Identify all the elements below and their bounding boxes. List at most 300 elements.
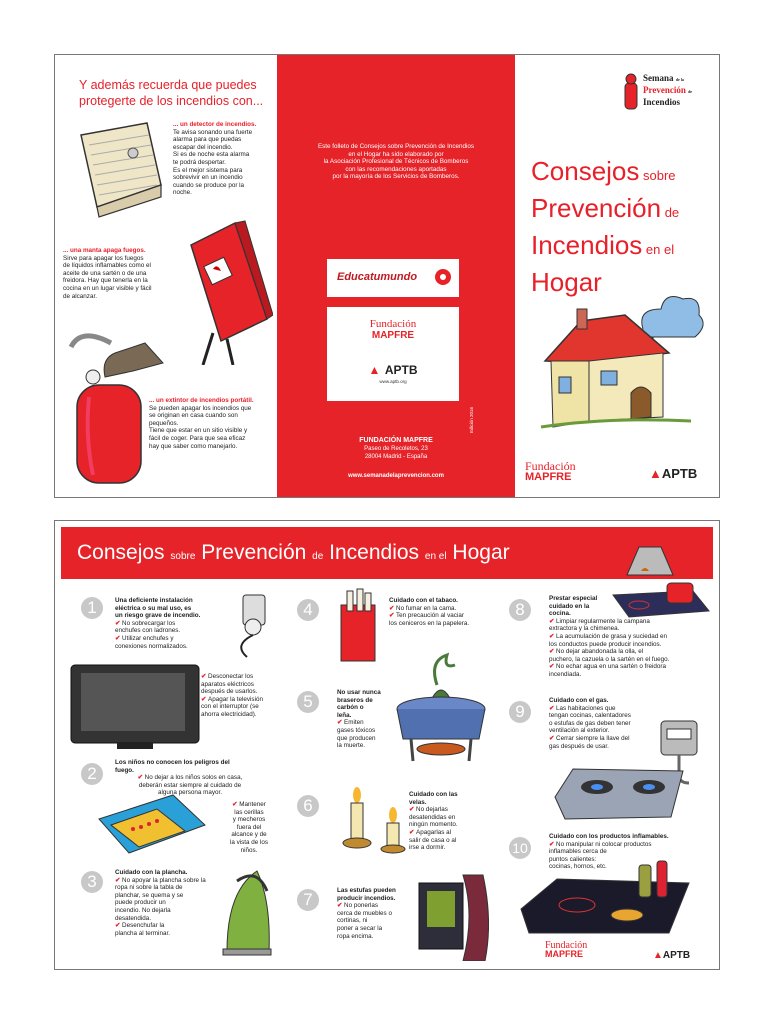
tip8-text: incendiada. <box>549 670 582 678</box>
tip7-line <box>337 933 417 941</box>
tip10-text: No manipular ni colocar productos <box>556 840 652 848</box>
detector-text: escapar del incendio. <box>173 143 233 151</box>
tip8-text: No dejar abandonada la olla, el <box>556 648 644 656</box>
gas-stove-illustration <box>549 761 689 825</box>
tip5-title-line <box>337 689 397 697</box>
extinguisher-block <box>149 397 275 450</box>
tip10-line <box>549 841 709 849</box>
tip2-text: alguna persona mayor. <box>157 789 223 797</box>
detector-text <box>173 129 269 197</box>
header-word-consejos: Consejos <box>77 541 165 564</box>
tip1-bullet-text: No sobrecargar los <box>122 619 176 627</box>
extinguisher-line <box>149 427 275 435</box>
check-icon: ✔ <box>549 840 557 848</box>
tip3-block <box>115 869 225 937</box>
tip1-bullet-line <box>115 620 227 628</box>
tip5-title <box>337 689 397 719</box>
aptb-logo-inside <box>653 945 690 963</box>
fundacion-word-cover: Fundación <box>525 459 576 473</box>
tip1-block <box>115 597 227 650</box>
detector-line <box>173 144 269 152</box>
tip7-text: cortinas, ni <box>337 917 368 925</box>
tip5-line <box>337 727 397 735</box>
cover-title-line <box>531 229 711 266</box>
tip1-bullet2-line <box>201 696 285 704</box>
aptb-url: www.aptb.org <box>379 379 407 384</box>
iron-illustration <box>213 861 277 957</box>
extinguisher-line <box>149 420 275 428</box>
flame-icon: ▲ <box>649 466 662 481</box>
check-icon: ✔ <box>549 632 557 640</box>
tip7-line <box>337 902 417 910</box>
tip1-bullet-text: enchufes con ladrones. <box>115 627 181 635</box>
tip1-bullet2-line <box>201 673 285 681</box>
tip8-text: La acumulación de grasa y suciedad en <box>556 632 667 640</box>
tip7-text <box>337 902 417 940</box>
tip9-text: Cerrar siempre la llave del <box>556 734 630 742</box>
intro-line <box>289 173 503 181</box>
tip1-bullet-text: Utilizar enchufes y <box>122 634 174 642</box>
detector-line <box>173 189 269 197</box>
tip8-line <box>549 633 713 641</box>
org-name: FUNDACIÓN MAPFRE <box>359 437 433 444</box>
address-line1: Paseo de Recoletos, 23 <box>364 446 428 452</box>
educa-logo: Educatumundo <box>337 271 418 283</box>
semana-word: Semana <box>643 73 674 83</box>
tip3-text: Desenchufar la <box>122 922 165 930</box>
stove-pot-illustration <box>609 577 713 621</box>
incendios-word: Incendios <box>643 97 681 107</box>
tip4-block <box>389 597 509 627</box>
header-word-hogar: Hogar <box>452 541 510 564</box>
tip2b-text: niños. <box>240 846 258 854</box>
tip2-title-text: fuego. <box>115 766 134 774</box>
check-icon: ✔ <box>115 922 123 930</box>
tip6-line <box>409 806 475 814</box>
tip8-line <box>549 641 713 649</box>
tip10-title: Cuidado con los productos inflamables. <box>549 833 669 840</box>
tip4-title: Cuidado con el tabaco. <box>389 597 458 604</box>
extinguisher-line <box>149 443 275 451</box>
check-icon: ✔ <box>389 604 397 612</box>
tip6-text: salir de casa o al <box>409 836 457 844</box>
tip6-block <box>409 791 475 852</box>
sponsors-box <box>327 307 459 401</box>
tip3-text: incendio. No dejarla <box>115 906 171 914</box>
blanket-line <box>63 262 187 270</box>
tip-number-2: 2 <box>81 763 103 785</box>
check-icon: ✔ <box>389 612 397 620</box>
cover-title-line <box>531 192 711 229</box>
tip2b-text: fuera del <box>236 823 262 831</box>
intro-text: Este folleto de Consejos sobre Prevención de Incendios <box>317 143 475 150</box>
matchbox-illustration <box>93 789 211 859</box>
tip2-text2 <box>215 801 283 854</box>
extinguisher-title: ... un extintor de incendios portátil. <box>149 397 254 404</box>
edition-note <box>469 373 479 443</box>
check-icon: ✔ <box>549 663 557 671</box>
tip2-title <box>115 759 265 774</box>
tip5-line <box>337 735 397 743</box>
tip7-line <box>337 925 417 933</box>
tip5-block <box>337 689 397 750</box>
tip-number-3: 3 <box>81 871 103 893</box>
check-icon: ✔ <box>337 902 345 910</box>
aptb-logo-cover <box>649 465 697 483</box>
tip3-line <box>115 930 225 938</box>
flame-icon: ▲ <box>653 950 663 961</box>
extinguisher-line <box>149 435 275 443</box>
intro-text: con las recomendaciones aportadas <box>345 165 447 173</box>
aptb-word-inside: APTB <box>662 950 691 961</box>
tip7-line <box>337 910 417 918</box>
tip6-title-text: Cuidado con las <box>409 791 458 798</box>
house-illustration <box>531 281 707 441</box>
tip5-text: la muerte. <box>337 742 365 750</box>
check-icon: ✔ <box>549 734 557 742</box>
tip-number-6: 6 <box>297 795 319 817</box>
tip5-title-line <box>337 697 397 705</box>
aptb-logo-middle <box>327 361 459 384</box>
fire-blanket-illustration <box>173 215 273 365</box>
tip5-title-text: leña. <box>337 711 352 719</box>
tip5-text: gases tóxicos <box>337 726 376 734</box>
tip9-line <box>549 705 661 713</box>
tip3-title: Cuidado con la plancha. <box>115 869 188 876</box>
tip-number-7: 7 <box>297 889 319 911</box>
tip8-text: extractora y la chimenea. <box>549 625 620 633</box>
detector-text: noche. <box>173 189 192 197</box>
extinguisher-text: Tiene que estar en un sitio visible y <box>149 427 248 435</box>
tip6-line <box>409 829 475 837</box>
tip3-text: ropa ni sobre la tabla de <box>115 884 183 892</box>
header-word-sobre: sobre <box>170 551 196 562</box>
cover-title-connector: de <box>661 205 680 220</box>
tip8-title-text: Prestar especial <box>549 595 598 602</box>
tip1-bullet2-text: Apagar la televisión <box>208 695 263 703</box>
org-address <box>277 437 515 479</box>
tip5-text: que producen <box>337 734 376 742</box>
tip3-line <box>115 899 225 907</box>
tip-number-4: 4 <box>297 599 319 621</box>
tip1-title-text: eléctrica o su mal uso, es <box>115 604 192 612</box>
mapfre-word: MAPFRE <box>371 330 415 341</box>
tip2b-text: alcance y de <box>231 831 267 839</box>
tip8-line <box>549 671 713 679</box>
tip6-line <box>409 814 475 822</box>
tip1-bullet2-line <box>201 681 285 689</box>
tip6-line <box>409 844 475 852</box>
detector-text: cuando se produce por la <box>173 181 245 189</box>
extinguisher-text: Se pueden apagar los incendios que <box>149 404 252 412</box>
tip1-title-text: un riesgo grave de incendio. <box>115 612 201 620</box>
educa-logo-box <box>327 259 459 297</box>
intro-line <box>289 158 503 166</box>
tip-number-5: 5 <box>297 691 319 713</box>
middle-red-panel <box>277 55 515 497</box>
tip8-text: No echar agua en una sartén o freidora <box>556 663 666 671</box>
header-word-de: de <box>312 551 324 562</box>
detector-text: te podrá despertar. <box>173 158 226 166</box>
fundacion-word: Fundación <box>369 318 417 330</box>
tip9-text: tengan cocinas, calentadores <box>549 712 631 720</box>
tip1-bullet2-text: Desconectar los <box>208 673 254 680</box>
blanket-block <box>63 247 187 300</box>
tip9-block <box>549 697 661 750</box>
tip4-line <box>389 605 509 613</box>
tip-number-8: 8 <box>509 599 531 621</box>
tip7-text: cerca de muebles o <box>337 909 392 917</box>
blanket-text <box>63 255 187 301</box>
extinguisher-mascot-icon <box>621 71 641 111</box>
tip5-title-line <box>337 704 397 712</box>
tip8-line <box>549 648 713 656</box>
tip9-text: gas después de usar. <box>549 742 609 750</box>
cover-title-line <box>531 155 711 192</box>
left-heading-line2: protegerte de los incendios con... <box>79 94 264 108</box>
tip9-text: o estufas de gas deben tener <box>549 719 631 727</box>
detector-line <box>173 151 269 159</box>
check-icon: ✔ <box>337 719 345 727</box>
tip3-text: planchar, se quema y se <box>115 891 184 899</box>
detector-text: alarma para que puedas <box>173 136 242 144</box>
tip8-text <box>549 618 713 679</box>
extinguisher-line <box>149 405 275 413</box>
tip1-title-line <box>115 605 227 613</box>
blanket-text: de líquidos inflamables como el <box>63 262 151 270</box>
check-icon: ✔ <box>115 876 123 884</box>
detector-line <box>173 174 269 182</box>
tip-number-9: 9 <box>509 701 531 723</box>
blanket-text: aceite de una sartén o de una <box>63 269 147 277</box>
tip3-line <box>115 915 225 923</box>
fundacion-logo-cover <box>525 461 576 483</box>
blanket-line <box>63 255 187 263</box>
tip1-bullet-text: conexiones normalizados. <box>115 642 188 650</box>
tip5-line <box>337 719 397 727</box>
header-word-incendios: Incendios <box>329 541 420 564</box>
tip3-text: No apoyar la plancha sobre la <box>122 876 206 884</box>
detector-block <box>173 121 269 197</box>
tip5-text: Emiten <box>344 719 364 727</box>
tip9-line <box>549 727 661 735</box>
tip3-line <box>115 922 225 930</box>
check-icon: ✔ <box>549 648 557 656</box>
extinguisher-text: fácil de coger. Para que sea eficaz <box>149 434 246 442</box>
tip1-bullets <box>115 620 227 650</box>
tip9-text: Las habitaciones que <box>556 704 616 712</box>
detector-line <box>173 136 269 144</box>
aptb-word-cover: APTB <box>661 466 698 481</box>
intro-text: en el Hogar ha sido elaborado por <box>348 150 444 158</box>
tip9-line <box>549 712 661 720</box>
tip5-title-text: braseros de <box>337 696 373 704</box>
tip2b-line <box>215 831 283 839</box>
tip4-text <box>389 605 509 628</box>
header-word-en-el: en el <box>424 551 447 562</box>
tip2-title-text: Los niños no conocen los peligros del <box>115 759 230 766</box>
tip5-title-text: No usar nunca <box>337 689 381 696</box>
intro-line <box>289 143 503 151</box>
tip7-line <box>337 917 417 925</box>
cigarette-pack-illustration <box>333 585 389 665</box>
tip7-text: ropa encima. <box>337 932 374 940</box>
tip3-text: desatendida. <box>115 914 152 922</box>
tip1-bullet2-text: aparatos eléctricos <box>201 680 254 688</box>
tip8-title-text: cocina. <box>549 610 571 618</box>
detector-text: sobrevivir en un incendio <box>173 174 243 182</box>
cover-title-word: Prevención <box>531 193 662 223</box>
left-heading <box>79 77 279 109</box>
plug-illustration <box>223 589 279 659</box>
tip7-title-line <box>337 887 417 895</box>
tip8-line <box>549 625 713 633</box>
blanket-text: cocina en un lugar visible y fácil <box>63 284 152 292</box>
tip7-title-text: Las estufas pueden <box>337 887 396 894</box>
tip2b-text: la vista de los <box>229 838 269 846</box>
tip4-text: Ten precaución al vaciar <box>396 612 464 620</box>
blanket-line <box>63 285 187 293</box>
cover-title-connector: en el <box>642 242 675 257</box>
check-icon: ✔ <box>549 617 557 625</box>
tip7-title-line <box>337 895 417 903</box>
header-word-prevencion: Prevención <box>201 541 307 564</box>
inside-header <box>61 527 713 579</box>
tip10-line <box>549 848 709 856</box>
tip6-text: irse a dormir. <box>409 844 446 852</box>
tip10-text: cocinas, hornos, etc. <box>549 863 607 871</box>
website-link[interactable]: www.semanadelaprevencion.com <box>348 473 444 479</box>
tip2b-line <box>215 816 283 824</box>
tip7-title-text: producir incendios. <box>337 894 396 902</box>
tip1-title <box>115 597 227 620</box>
detector-line <box>173 182 269 190</box>
tip9-title: Cuidado con el gas. <box>549 697 609 704</box>
tip1-bullet-line <box>115 635 227 643</box>
tip6-title-line <box>409 791 475 799</box>
intro-line <box>289 151 503 159</box>
tip10-text: inflamables cerca de <box>549 848 607 856</box>
check-icon: ✔ <box>201 695 209 703</box>
aptb-word: APTB <box>384 363 418 377</box>
ceramic-hob-illustration <box>517 857 693 937</box>
tip2-title-line <box>115 759 265 767</box>
fundacion-logo-middle <box>327 319 459 341</box>
extinguisher-line <box>149 412 275 420</box>
tip2b-line <box>215 824 283 832</box>
tip10-text: puntos calientes: <box>549 855 597 863</box>
prevencion-word: Prevención <box>643 85 686 95</box>
smoke-detector-illustration <box>69 115 165 219</box>
tip3-line <box>115 892 225 900</box>
tip2-text: No dejar a los niños solos en casa, <box>144 774 243 782</box>
tip9-line <box>549 720 661 728</box>
detector-text: Te avisa sonando una fuerte <box>173 128 253 136</box>
tip1-bullet2-line <box>201 703 285 711</box>
extinguisher-text: se originan en casa cuando son <box>149 412 238 420</box>
detector-line <box>173 167 269 175</box>
tip1-title-line <box>115 612 227 620</box>
intro-text: la Asociación Profesional de Técnicos de Bomberos <box>323 158 469 166</box>
tip9-line <box>549 735 661 743</box>
range-hood-illustration <box>621 541 677 577</box>
tip4-text: los ceniceros en la papelera. <box>389 619 470 627</box>
check-icon: ✔ <box>409 828 417 836</box>
tip8-text: los conductos puede producir incendios. <box>549 640 662 648</box>
left-heading-line1: Y además recuerda que puedes <box>79 78 257 92</box>
check-icon: ✔ <box>137 774 145 782</box>
tip1-bullet-line <box>115 643 227 651</box>
de-word: de <box>688 89 693 94</box>
tip3-text: plancha al terminar. <box>115 929 170 937</box>
flame-icon: ▲ <box>368 363 381 377</box>
leaflet-inside <box>54 520 720 970</box>
check-icon: ✔ <box>232 801 240 808</box>
tip1-bullet2-line <box>201 711 285 719</box>
tip1-bullets2 <box>201 673 285 719</box>
tip8-title-text: cuidado en la <box>549 602 590 610</box>
candles-illustration <box>337 785 413 855</box>
tip2b-text: Mantener <box>239 801 266 808</box>
tip6-text <box>409 806 475 852</box>
intro-text: por la mayoría de los Servicios de Bomberos. <box>332 173 460 181</box>
tip7-title <box>337 887 417 902</box>
tip7-text: poner a secar la <box>337 924 383 932</box>
mapfre-word-inside: MAPFRE <box>545 949 583 959</box>
tip1-bullet2-text: después de usarlos. <box>201 688 258 696</box>
detector-text: Si es de noche esta alarma <box>173 151 250 159</box>
tip2b-text: y mecheros <box>232 816 266 824</box>
tip1-bullet2-text: ahorra electricidad). <box>201 710 257 718</box>
tip6-text: ningún momento. <box>409 821 458 829</box>
cover-title-connector: sobre <box>639 168 676 183</box>
cover-title-word: Consejos <box>531 156 640 186</box>
tip6-title-line <box>409 799 475 807</box>
detector-line <box>173 159 269 167</box>
tip-number-10: 10 <box>509 837 531 859</box>
tip5-text <box>337 719 397 749</box>
television-illustration <box>67 661 205 751</box>
tip3-line <box>115 877 225 885</box>
semana-logo-text <box>643 73 692 107</box>
inside-header-title <box>77 541 510 565</box>
cover-title-word: Hogar <box>531 267 602 297</box>
tip3-text <box>115 877 225 938</box>
semana-logo <box>621 69 717 111</box>
detector-text: Es el mejor sistema para <box>173 166 243 174</box>
tip8-line <box>549 663 713 671</box>
tip4-text: No fumar en la cama. <box>396 604 457 612</box>
tip9-line <box>549 743 661 751</box>
leaflet-front <box>54 54 720 498</box>
blanket-text: freidora. Hay que tenerla en la <box>63 277 148 285</box>
tip2b-line <box>215 809 283 817</box>
tip2b-text: las cerillas <box>234 808 264 816</box>
tip8-text: puchero, la cazuela o la sartén en el fuego. <box>549 655 670 663</box>
tip4-line <box>389 620 509 628</box>
tip-number-1: 1 <box>81 597 103 619</box>
tip1-bullet2-text: con el interruptor (se <box>201 703 259 711</box>
tip1-bullet2-line <box>201 688 285 696</box>
tip5-title-text: carbón o <box>337 704 364 712</box>
de-la-word: de la <box>675 77 684 82</box>
heater-curtain-illustration <box>411 871 489 961</box>
fundacion-word-inside: Fundación <box>545 940 588 951</box>
tip5-title-line <box>337 712 397 720</box>
blanket-line <box>63 293 187 301</box>
tip6-text: No dejarlas <box>416 806 448 814</box>
tip3-line <box>115 884 225 892</box>
